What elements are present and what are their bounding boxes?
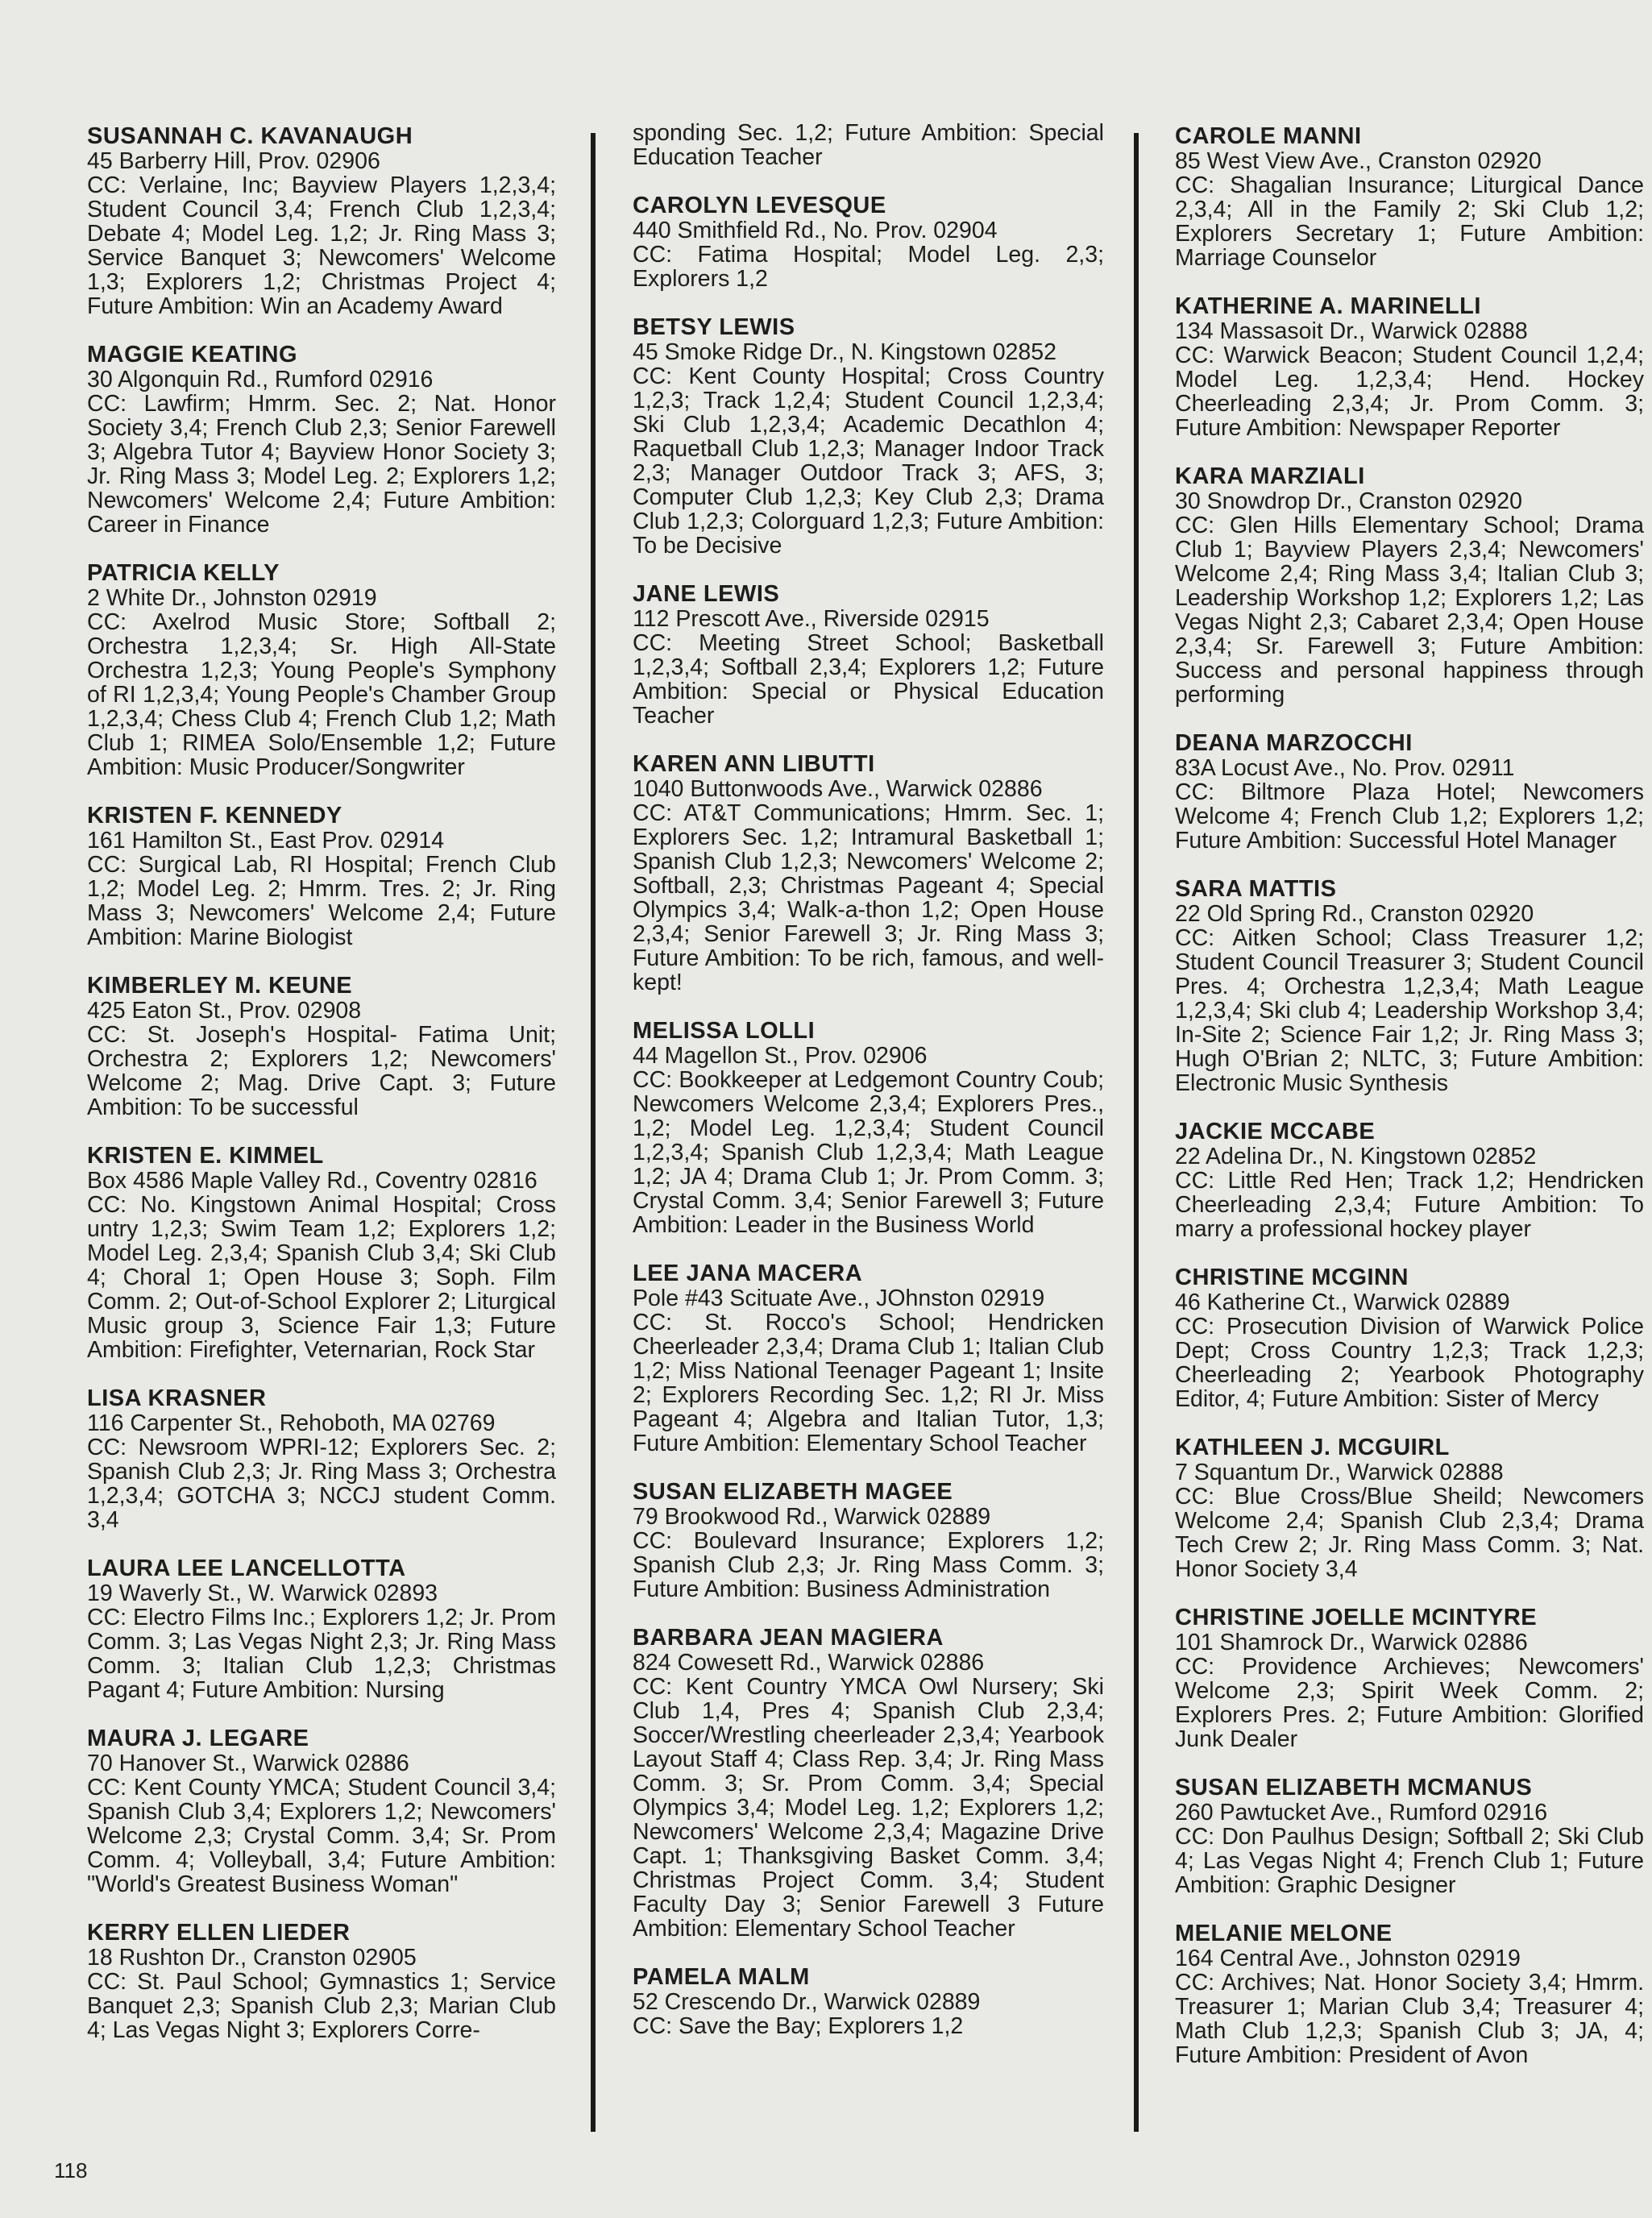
column-3	[1175, 121, 1644, 2091]
student-activities: CC: St. Paul School; Gymnastics 1; Service Banquet 2,3; Spanish Club 2,3; Marian Club 4; Las Vegas Night 3; Explorers Corre-	[87, 1969, 556, 2043]
student-name: MELANIE MELONE	[1175, 1921, 1393, 1946]
student-entry	[633, 1480, 1104, 1601]
student-address: 116 Carpenter St., Rehoboth, MA 02769	[87, 1410, 496, 1436]
column-2	[633, 121, 1104, 2062]
student-name: KATHLEEN J. MCGUIRL	[1175, 1435, 1450, 1460]
student-name: CAROLYN LEVESQUE	[633, 193, 886, 218]
student-name: BETSY LEWIS	[633, 314, 795, 340]
student-activities: CC: Meeting Street School; Basketball 1,2,3,4; Softball 2,3,4; Explorers 1,2; Future Ambition: Special or Physical Education Teacher	[633, 630, 1104, 729]
student-address: 22 Old Spring Rd., Cranston 02920	[1175, 901, 1534, 927]
entry-continuation-text: sponding Sec. 1,2; Future Ambition: Special Education Teacher	[633, 120, 1104, 170]
student-address: 45 Smoke Ridge Dr., N. Kingstown 02852	[633, 339, 1056, 365]
student-entry	[87, 974, 556, 1119]
student-activities: CC: Boulevard Insurance; Explorers 1,2; Spanish Club 2,3; Jr. Ring Mass Comm. 3; Future Ambition: Business Administration	[633, 1528, 1104, 1602]
student-activities: CC: Blue Cross/Blue Sheild; Newcomers Welcome 2,4; Spanish Club 2,3,4; Drama Tech Crew 2; Jr. Ring Mass Comm. 3; Nat. Honor Society 3,4	[1175, 1484, 1644, 1582]
student-activities: CC: Archives; Nat. Honor Society 3,4; Hmrm. Treasurer 1; Marian Club 3,4; Treasurer 4; Math Club 1,2,3; Spanish Club 3; JA, 4; Future Ambition: President of Avon	[1175, 1970, 1644, 2068]
student-entry	[1175, 1435, 1644, 1581]
column-1	[87, 121, 556, 2066]
student-activities: CC: Kent County Hospital; Cross Country 1,2,3; Track 1,2,4; Student Council 1,2,3,4; Ski Club 1,2,3,4; Academic Decathlon 4; Raquetball Club 1,2,3; Manager Indoor Track 2,3; Manager Outdoor Track 3; AFS, 3; Computer Club 1,2,3; Key Club 2,3; Drama Club 1,2,3; Colorguard 1,2,3; Future Ambition: To be Decisive	[633, 363, 1104, 559]
column-divider-1	[591, 133, 596, 2132]
student-entry	[633, 1965, 1104, 2038]
student-entry	[87, 1386, 556, 1532]
student-entry	[633, 1626, 1104, 1941]
student-name: SUSANNAH C. KAVANAUGH	[87, 123, 413, 149]
student-activities: CC: Save the Bay; Explorers 1,2	[633, 2013, 964, 2039]
student-name: CHRISTINE MCGINN	[1175, 1265, 1409, 1290]
student-name: MAURA J. LEGARE	[87, 1726, 309, 1751]
student-activities: CC: Newsroom WPRI-12; Explorers Sec. 2; Spanish Club 2,3; Jr. Ring Mass 3; Orchestra 1,2,3,4; GOTCHA 3; NCCJ student Comm. 3,4	[87, 1435, 556, 1533]
column-divider-2	[1134, 133, 1139, 2132]
student-entry	[1175, 1776, 1644, 1897]
student-address: 44 Magellon St., Prov. 02906	[633, 1043, 928, 1069]
student-address: 85 West View Ave., Cranston 02920	[1175, 148, 1542, 174]
student-activities: CC: Verlaine, Inc; Bayview Players 1,2,3,4; Student Council 3,4; French Club 1,2,3,4; Debate 4; Model Leg. 1,2; Jr. Ring Mass 3; Service Banquet 3; Newcomers' Welcome 1,3; Explorers 1,2; Christmas Project 4; Future Ambition: Win an Academy Award	[87, 172, 556, 319]
student-address: 2 White Dr., Johnston 02919	[87, 585, 377, 611]
student-name: KRISTEN E. KIMMEL	[87, 1143, 324, 1169]
student-entry	[633, 752, 1104, 995]
student-name: KIMBERLEY M. KEUNE	[87, 973, 353, 999]
student-entry	[1175, 877, 1644, 1095]
student-entry	[1175, 464, 1644, 707]
student-activities: CC: Fatima Hospital; Model Leg. 2,3; Explorers 1,2	[633, 242, 1104, 292]
student-entry	[1175, 124, 1644, 270]
student-address: 134 Massasoit Dr., Warwick 02888	[1175, 318, 1528, 344]
student-activities: CC: Biltmore Plaza Hotel; Newcomers Welcome 4; French Club 1,2; Explorers 1,2; Future Ambition: Successful Hotel Manager	[1175, 779, 1644, 854]
student-address: 18 Rushton Dr., Cranston 02905	[87, 1945, 417, 1971]
student-address: 440 Smithfield Rd., No. Prov. 02904	[633, 218, 998, 243]
student-address: 112 Prescott Ave., Riverside 02915	[633, 606, 990, 632]
student-address: Pole #43 Scituate Ave., JOhnston 02919	[633, 1286, 1045, 1311]
student-address: Box 4586 Maple Valley Rd., Coventry 02816	[87, 1168, 538, 1194]
student-name: PAMELA MALM	[633, 1964, 810, 1990]
student-name: SUSAN ELIZABETH MAGEE	[633, 1479, 953, 1505]
student-name: DEANA MARZOCCHI	[1175, 730, 1413, 756]
student-name: KARA MARZIALI	[1175, 463, 1365, 489]
student-name: MAGGIE KEATING	[87, 342, 298, 368]
student-address: 7 Squantum Dr., Warwick 02888	[1175, 1460, 1504, 1485]
student-activities: CC: Bookkeeper at Ledgemont Country Coub; Newcomers Welcome 2,3,4; Explorers Pres., 1,2; Model Leg. 1,2,3,4; Student Council 1,2,3,4; Spanish Club 1,2,3,4; Math League 1,2; JA 4; Drama Club 1; Jr. Prom Comm. 3; Crystal Comm. 3,4; Senior Farewell 3; Future Ambition: Leader in the Business World	[633, 1067, 1104, 1238]
student-name: JANE LEWIS	[633, 581, 780, 607]
student-name: LAURA LEE LANCELLOTTA	[87, 1556, 406, 1581]
student-name: KRISTEN F. KENNEDY	[87, 803, 342, 829]
student-entry	[1175, 1921, 1644, 2067]
student-name: BARBARA JEAN MAGIERA	[633, 1625, 944, 1651]
student-name: CAROLE MANNI	[1175, 123, 1362, 149]
student-name: PATRICIA KELLY	[87, 560, 280, 586]
student-activities: CC: Surgical Lab, RI Hospital; French Club 1,2; Model Leg. 2; Hmrm. Tres. 2; Jr. Ring Mass 3; Newcomers' Welcome 2,4; Future Ambition: Marine Biologist	[87, 852, 556, 950]
student-activities: CC: Kent County YMCA; Student Council 3,4; Spanish Club 3,4; Explorers 1,2; Newcomers' Welcome 2,3; Crystal Comm. 3,4; Sr. Prom Comm. 4; Volleyball, 3,4; Future Ambition: "World's Greatest Business Woman"	[87, 1775, 556, 1897]
student-activities: CC: Lawfirm; Hmrm. Sec. 2; Nat. Honor Society 3,4; French Club 2,3; Senior Farewell 3; Algebra Tutor 4; Bayview Honor Society 3; Jr. Ring Mass 3; Model Leg. 2; Explorers 1,2; Newcomers' Welcome 2,4; Future Ambition: Career in Finance	[87, 391, 556, 538]
student-activities: CC: Kent Country YMCA Owl Nursery; Ski Club 1,4, Pres 4; Spanish Club 2,3,4; Soccer/Wrestling cheerleader 2,3,4; Yearbook Layout Staff 4; Class Rep. 3,4; Jr. Ring Mass Comm. 3; Sr. Prom Comm. 3,4; Special Olympics 3,4; Model Leg. 1,2; Explorers 1,2; Newcomers' Welcome 2,3,4; Magazine Drive Capt. 1; Thanksgiving Basket Comm. 3,4; Christmas Project Comm. 3,4; Student Faculty Day 3; Senior Farewell 3 Future Ambition: Elementary School Teacher	[633, 1674, 1104, 1942]
student-entry	[1175, 1265, 1644, 1411]
student-address: 70 Hanover St., Warwick 02886	[87, 1751, 409, 1776]
student-activities: CC: AT&T Communications; Hmrm. Sec. 1; Explorers Sec. 1,2; Intramural Basketball 1; Spanish Club 1,2,3; Newcomers' Welcome 2; Softball, 2,3; Christmas Pageant 4; Special Olympics 3,4; Walk-a-thon 1,2; Open House 2,3,4; Senior Farewell 3; Jr. Ring Mass 3; Future Ambition: To be rich, famous, and well-kept!	[633, 800, 1104, 995]
student-name: SARA MATTIS	[1175, 876, 1337, 902]
student-name: JACKIE MCCABE	[1175, 1119, 1376, 1144]
page-number: 118	[54, 2158, 88, 2183]
student-entry	[633, 315, 1104, 558]
student-address: 161 Hamilton St., East Prov. 02914	[87, 828, 445, 854]
student-entry	[633, 582, 1104, 728]
student-address: 1040 Buttonwoods Ave., Warwick 02886	[633, 776, 1043, 802]
student-address: 52 Crescendo Dr., Warwick 02889	[633, 1989, 981, 2015]
student-address: 46 Katherine Ct., Warwick 02889	[1175, 1290, 1510, 1315]
student-address: 824 Cowesett Rd., Warwick 02886	[633, 1650, 985, 1676]
student-address: 79 Brookwood Rd., Warwick 02889	[633, 1504, 991, 1530]
student-entry	[87, 804, 556, 949]
student-activities: CC: Electro Films Inc.; Explorers 1,2; Jr. Prom Comm. 3; Las Vegas Night 2,3; Jr. Ring Mass Comm. 3; Italian Club 1,2,3; Christmas Pagant 4; Future Ambition: Nursing	[87, 1605, 556, 1703]
student-entry	[1175, 294, 1644, 440]
student-entry	[1175, 1605, 1644, 1751]
student-address: 30 Algonquin Rd., Rumford 02916	[87, 367, 434, 393]
student-activities: CC: No. Kingstown Animal Hospital; Cross untry 1,2,3; Swim Team 1,2; Explorers 1,2; Model Leg. 2,3,4; Spanish Club 3,4; Ski Club 4; Choral 1; Open House 3; Soph. Film Comm. 2; Out-of-School Explorer 2; Liturgical Music group 3, Science Fair 1,3; Future Ambition: Firefighter, Veternarian, Rock Star	[87, 1192, 556, 1363]
student-address: 260 Pawtucket Ave., Rumford 02916	[1175, 1800, 1548, 1825]
student-entry	[633, 1019, 1104, 1237]
student-activities: CC: Prosecution Division of Warwick Police Dept; Cross Country 1,2,3; Track 1,2,3; Cheerleading 2; Yearbook Photography Editor, 4; Future Ambition: Sister of Mercy	[1175, 1314, 1644, 1412]
student-address: 22 Adelina Dr., N. Kingstown 02852	[1175, 1144, 1537, 1169]
student-activities: CC: Glen Hills Elementary School; Drama Club 1; Bayview Players 2,3,4; Newcomers' Welcome 2,4; Ring Mass 3,4; Italian Club 3; Leadership Workshop 1,2; Explorers 1,2; Las Vegas Night 2,3; Cabaret 2,3,4; Open House 2,3,4; Sr. Farewell 3; Future Ambition: Success and personal happiness through performing	[1175, 513, 1644, 708]
student-name: KAREN ANN LIBUTTI	[633, 751, 875, 777]
student-address: 30 Snowdrop Dr., Cranston 02920	[1175, 488, 1522, 514]
student-activities: CC: Little Red Hen; Track 1,2; Hendricken Cheerleading 2,3,4; Future Ambition: To marry a professional hockey player	[1175, 1168, 1644, 1242]
student-entry	[633, 193, 1104, 291]
student-entry	[87, 1144, 556, 1362]
student-entry	[87, 1726, 556, 1896]
student-name: CHRISTINE JOELLE MCINTYRE	[1175, 1605, 1538, 1630]
student-entry	[87, 1556, 556, 1702]
student-name: KATHERINE A. MARINELLI	[1175, 293, 1481, 319]
student-activities: CC: Aitken School; Class Treasurer 1,2; Student Council Treasurer 3; Student Council Pres. 4; Orchestra 1,2,3,4; Math League 1,2,3,4; Ski club 4; Leadership Workshop 3,4; In-Site 2; Science Fair 1,2; Jr. Ring Mass 3; Hugh O'Brian 2; NLTC, 3; Future Ambition: Electronic Music Synthesis	[1175, 925, 1644, 1096]
student-activities: CC: Axelrod Music Store; Softball 2; Orchestra 1,2,3,4; Sr. High All-State Orchestra 1,2,3; Young People's Symphony of RI 1,2,3,4; Young People's Chamber Group 1,2,3,4; Chess Club 4; French Club 1,2; Math Club 1; RIMEA Solo/Ensemble 1,2; Future Ambition: Music Producer/Songwriter	[87, 609, 556, 780]
student-entry	[87, 1921, 556, 2042]
student-entry	[1175, 731, 1644, 853]
student-activities: CC: Shagalian Insurance; Liturgical Dance 2,3,4; All in the Family 2; Ski Club 1,2; Explorers Secretary 1; Future Ambition: Marriage Counselor	[1175, 172, 1644, 271]
student-address: 19 Waverly St., W. Warwick 02893	[87, 1580, 438, 1606]
student-address: 45 Barberry Hill, Prov. 02906	[87, 148, 380, 174]
student-entry	[87, 561, 556, 779]
student-entry	[87, 343, 556, 537]
student-activities: CC: St. Rocco's School; Hendricken Cheerleader 2,3,4; Drama Club 1; Italian Club 1,2; Miss National Teenager Pageant 1; Insite 2; Explorers Recording Sec. 1,2; RI Jr. Miss Pageant 4; Algebra and Italian Tutor, 1,3; Future Ambition: Elementary School Teacher	[633, 1310, 1104, 1456]
student-name: LISA KRASNER	[87, 1385, 267, 1411]
student-name: KERRY ELLEN LIEDER	[87, 1920, 351, 1946]
student-name: LEE JANA MACERA	[633, 1261, 863, 1286]
student-name: MELISSA LOLLI	[633, 1018, 816, 1044]
student-address: 164 Central Ave., Johnston 02919	[1175, 1946, 1521, 1971]
student-address: 101 Shamrock Dr., Warwick 02886	[1175, 1630, 1528, 1655]
student-entry	[1175, 1119, 1644, 1241]
student-entry	[87, 124, 556, 318]
student-activities: CC: St. Joseph's Hospital- Fatima Unit; Orchestra 2; Explorers 1,2; Newcomers' Welcome 2; Mag. Drive Capt. 3; Future Ambition: To be successful	[87, 1022, 556, 1120]
student-address: 425 Eaton St., Prov. 02908	[87, 998, 362, 1024]
student-activities: CC: Don Paulhus Design; Softball 2; Ski Club 4; Las Vegas Night 4; French Club 1; Future Ambition: Graphic Designer	[1175, 1824, 1644, 1898]
student-entry	[633, 1261, 1104, 1456]
student-activities: CC: Providence Archieves; Newcomers' Welcome 2,3; Spirit Week Comm. 2; Explorers Pres. 2; Future Ambition: Glorified Junk Dealer	[1175, 1654, 1644, 1752]
student-name: SUSAN ELIZABETH MCMANUS	[1175, 1775, 1533, 1801]
student-activities: CC: Warwick Beacon; Student Council 1,2,4; Model Leg. 1,2,3,4; Hend. Hockey Cheerleading 2,3,4; Jr. Prom Comm. 3; Future Ambition: Newspaper Reporter	[1175, 343, 1644, 441]
student-address: 83A Locust Ave., No. Prov. 02911	[1175, 755, 1515, 781]
